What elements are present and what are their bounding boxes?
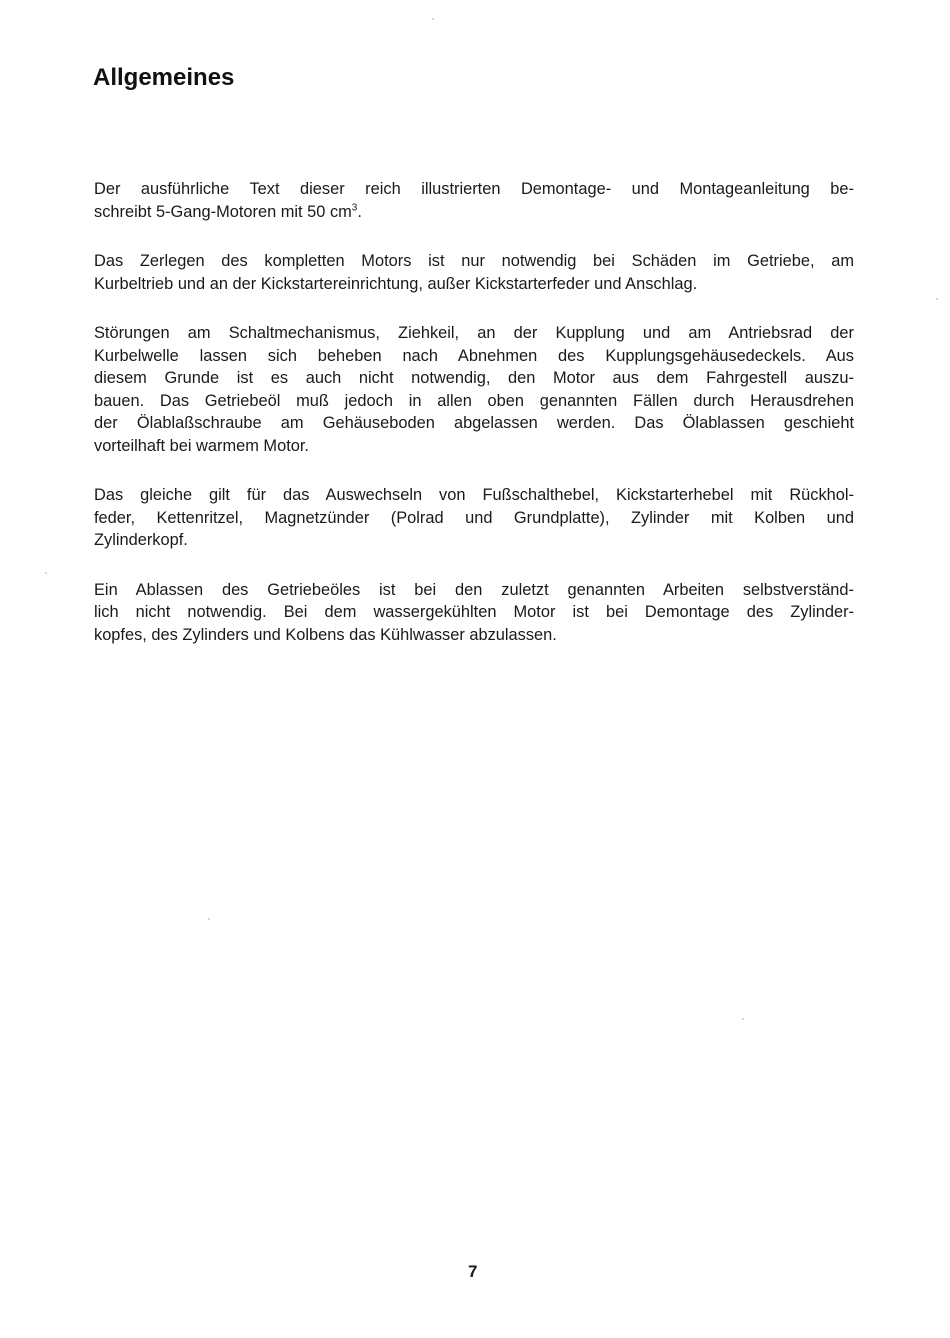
paragraph-2 <box>94 250 854 295</box>
scan-speck <box>432 18 434 20</box>
paragraph-1 <box>94 178 854 223</box>
text-line: der Ölablaßschraube am Gehäuseboden abgelassen werden. Das Ölablassen geschieht <box>94 414 854 432</box>
text-line: bauen. Das Getriebeöl muß jedoch in allen oben genannten Fällen durch Herausdrehen <box>94 391 854 410</box>
text-line: vorteilhaft bei warmem Motor. <box>94 436 309 455</box>
text-line: diesem Grunde ist es auch nicht notwendig, den Motor aus dem Fahrgestell auszu- <box>94 369 854 387</box>
text-line: Kurbelwelle lassen sich beheben nach Abnehmen des Kupplungsgehäusedeckels. Aus <box>94 346 854 365</box>
scan-speck <box>936 298 938 300</box>
paragraph-3 <box>94 322 854 457</box>
scan-speck <box>208 918 210 920</box>
paragraph-4 <box>94 484 854 552</box>
superscript: 3 <box>351 202 358 214</box>
text-line: Zylinderkopf. <box>94 531 188 549</box>
text-fragment: . <box>357 202 362 221</box>
paragraph-5 <box>94 579 854 647</box>
text-fragment: schreibt 5-Gang-Motoren mit 50 cm <box>94 202 352 221</box>
scan-speck <box>45 572 47 574</box>
text-line: Kurbeltrieb und an der Kickstartereinrichtung, außer Kickstarterfeder und Anschlag. <box>94 274 698 293</box>
text-line: feder, Kettenritzel, Magnetzünder (Polrad und Grundplatte), Zylinder mit Kolben und <box>94 508 854 527</box>
page-number: 7 <box>468 1262 478 1281</box>
text-line: Ein Ablassen des Getriebeöles ist bei den zuletzt genannten Arbeiten selbstverständ- <box>94 580 854 599</box>
text-line: Das Zerlegen des kompletten Motors ist nur notwendig bei Schäden im Getriebe, am <box>94 252 854 270</box>
scan-speck <box>742 1018 744 1020</box>
body-text <box>94 178 854 670</box>
text-line: Der ausführliche Text dieser reich illustrierten Demontage- und Montageanleitung be- <box>94 180 854 198</box>
text-line: lich nicht notwendig. Bei dem wassergekühlten Motor ist bei Demontage des Zylinder- <box>94 603 854 621</box>
text-line: kopfes, des Zylinders und Kolbens das Kühlwasser abzulassen. <box>94 625 557 644</box>
text-line: Das gleiche gilt für das Auswechseln von Fußschalthebel, Kickstarterhebel mit Rückhol- <box>94 486 854 504</box>
text-line: Störungen am Schaltmechanismus, Ziehkeil, an der Kupplung und am Antriebsrad der <box>94 324 854 342</box>
page-title: Allgemeines <box>93 64 235 91</box>
text-line <box>94 201 854 224</box>
